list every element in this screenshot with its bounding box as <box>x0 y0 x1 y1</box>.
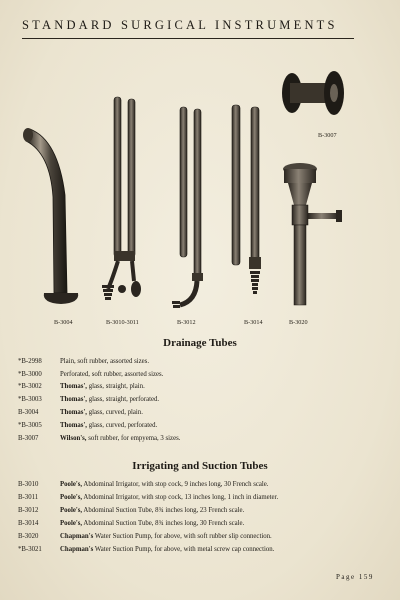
item-name: Wilson's, <box>60 435 87 442</box>
item-code: B-3012 <box>18 507 39 514</box>
irrigating-section-title: Irrigating and Suction Tubes <box>132 460 268 472</box>
item-description: Abdominal Irrigator, with stop cock, 9 inches long, 30 French scale. <box>82 481 269 488</box>
item-code: B-3010 <box>18 481 39 488</box>
item-description: Plain, soft rubber, assorted sizes. <box>60 358 150 365</box>
item-name: Poole's, <box>60 494 83 501</box>
catalog-row <box>18 358 149 370</box>
item-description: glass, curved, plain. <box>87 409 143 416</box>
item-code: *B-3021 <box>18 546 42 553</box>
instrument-illustrations <box>0 45 400 335</box>
item-code: B-3004 <box>18 409 39 416</box>
item-description: glass, straight, perforated. <box>87 396 160 403</box>
catalog-row <box>18 481 269 493</box>
catalog-row <box>18 435 180 447</box>
drainage-section-title: Drainage Tubes <box>163 337 237 349</box>
header-rule <box>22 38 354 39</box>
item-description: Abdominal Irrigator, with stop cock, 13 inches long, 1 inch in diameter. <box>82 494 279 501</box>
catalog-row <box>18 507 244 519</box>
item-code: *B-3002 <box>18 383 42 390</box>
item-name: Thomas', <box>60 383 88 390</box>
item-code: B-3014 <box>18 520 39 527</box>
irrigator-tubes-b3010-3011 <box>102 97 141 300</box>
item-description: glass, straight, plain. <box>87 383 145 390</box>
item-name: Poole's, <box>60 481 83 488</box>
suction-tube-b3014 <box>232 105 261 294</box>
item-description: Perforated, soft rubber, assorted sizes. <box>60 371 164 378</box>
item-code: B-3020 <box>18 533 39 540</box>
item-name: Thomas', <box>60 409 88 416</box>
item-name: Thomas', <box>60 396 88 403</box>
figure-label: B-3010-3011 <box>106 319 139 326</box>
water-pump-b3020 <box>283 163 342 305</box>
item-code: *B-3005 <box>18 422 42 429</box>
curved-glass-tube-b3004 <box>23 128 78 304</box>
item-description: Water Suction Pump, for above, with metal screw cap connection. <box>93 546 275 553</box>
item-description: Water Suction Pump, for above, with soft rubber slip connection. <box>93 533 272 540</box>
item-description: soft rubber, for empyema, 3 sizes. <box>86 435 181 442</box>
catalog-row <box>18 396 159 408</box>
catalog-row <box>18 520 244 532</box>
item-name: Chapman's <box>60 546 94 553</box>
catalog-row <box>18 494 278 506</box>
catalog-row <box>18 383 145 395</box>
item-name: Thomas', <box>60 422 88 429</box>
figure-label: B-3020 <box>289 319 308 326</box>
figure-label: B-3014 <box>244 319 263 326</box>
catalog-row <box>18 533 272 545</box>
spool-tube-b3007 <box>282 71 344 115</box>
item-description: Abdominal Suction Tube, 8¾ inches long, 23 French scale. <box>82 507 245 514</box>
item-description: glass, curved, perforated. <box>87 422 158 429</box>
suction-tube-b3012 <box>172 107 203 308</box>
item-name: Poole's, <box>60 520 83 527</box>
item-code: B-3007 <box>18 435 39 442</box>
catalog-row <box>18 409 143 421</box>
figure-label: B-3004 <box>54 319 73 326</box>
catalog-row <box>18 546 274 558</box>
item-name: Chapman's <box>60 533 94 540</box>
figure-label: B-3007 <box>318 132 337 139</box>
figure-label: B-3012 <box>177 319 196 326</box>
page-header-title: STANDARD SURGICAL INSTRUMENTS <box>22 18 338 32</box>
item-description: Abdominal Suction Tube, 8¾ inches long, 30 French scale. <box>82 520 245 527</box>
catalog-row <box>18 422 157 434</box>
item-code: *B-2998 <box>18 358 42 365</box>
item-code: *B-3003 <box>18 396 42 403</box>
item-code: B-3011 <box>18 494 39 501</box>
item-name: Poole's, <box>60 507 83 514</box>
item-code: *B-3000 <box>18 371 42 378</box>
catalog-row <box>18 371 163 383</box>
page-number: Page 159 <box>336 573 374 581</box>
